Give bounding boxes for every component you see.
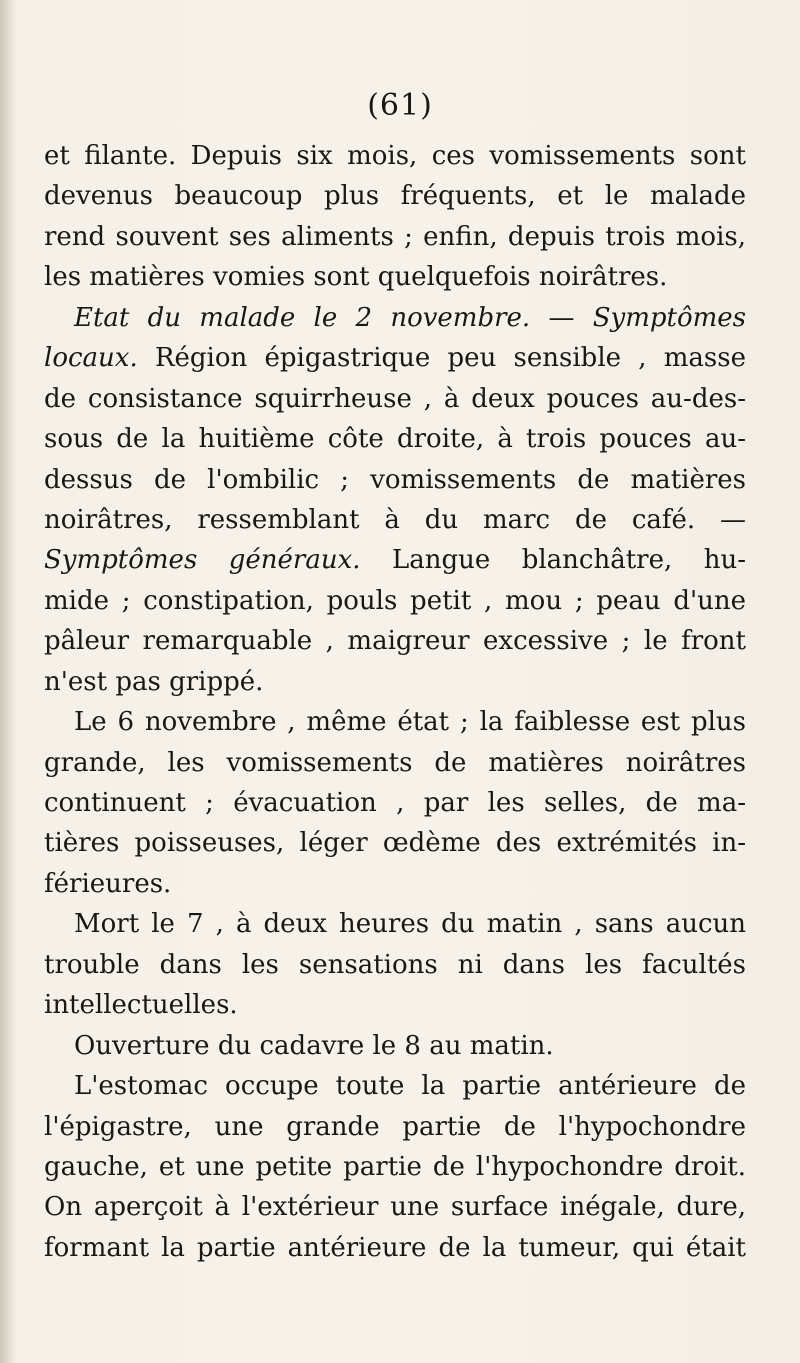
text-line-11 [44,540,746,580]
text-line-15: Le 6 novembre , même état ; la faiblesse est plus [74,707,746,738]
text-line-26: gauche, et une petite partie de l'hypochondre droit. [44,1151,746,1182]
text-line-22: intellectuelles. [44,990,238,1021]
page-number: (61) [367,88,433,123]
text-line-23: Ouverture du cadavre le 8 au matin. [74,1030,554,1061]
text-line-18: tières poisseuses, léger œdème des extrémités in- [44,828,746,859]
text-line-14: n'est pas grippé. [44,666,264,697]
text-line-8: sous de la huitième côte droite, à trois pouces au- [44,424,746,455]
text-line-19: férieures. [44,868,172,899]
text-line-10: noirâtres, ressemblant à du marc de café. — [44,504,746,535]
text-line-28: formant la partie antérieure de la tumeur, qui était [44,1232,746,1263]
text-line-20: Mort le 7 , à deux heures du matin , sans aucun [74,909,746,940]
text-line-11-rest: Langue blanchâtre, hu- [360,545,746,576]
text-line-1: et filante. Depuis six mois, ces vomissements sont [44,141,746,171]
text-line-4: les matières vomies sont quelquefois noirâtres. [44,262,668,293]
text-line-13: pâleur remarquable , maigreur excessive ; le front [44,626,746,657]
text-line-5 [44,298,746,338]
text-line-6-rest: Région épigastrique peu sensible , masse [137,343,746,374]
text-line-2: devenus beaucoup plus fréquents, et le malade [44,181,746,212]
section-heading-locaux: locaux. [44,343,138,374]
text-line-3: rend souvent ses aliments ; enfin, depuis trois mois, [44,221,746,252]
text-line-16: grande, les vomissements de matières noirâtres [44,747,746,778]
em-dash: — [530,302,593,333]
text-line-27: On aperçoit à l'extérieur une surface inégale, dure, [44,1192,746,1223]
section-heading-symptomes: Symptômes [592,302,746,333]
body-text [44,136,746,1268]
text-line-12: mide ; constipation, pouls petit , mou ; peau d'une [44,585,746,616]
text-line-7: de consistance squirrheuse , à deux pouces au-des- [44,383,746,414]
section-heading-generaux: Symptômes généraux. [44,545,361,576]
text-line-25: l'épigastre, une grande partie de l'hypochondre [44,1111,746,1142]
text-line-21: trouble dans les sensations ni dans les facultés [44,949,746,980]
section-heading-etat: Etat du malade le 2 novembre. [74,302,531,333]
text-line-24: L'estomac occupe toute la partie antérieure de [74,1071,746,1102]
text-line-6 [44,338,746,378]
text-line-17: continuent ; évacuation , par les selles, de ma- [44,788,746,818]
text-line-9: dessus de l'ombilic ; vomissements de matières [44,464,746,495]
binding-shadow [0,0,16,1363]
